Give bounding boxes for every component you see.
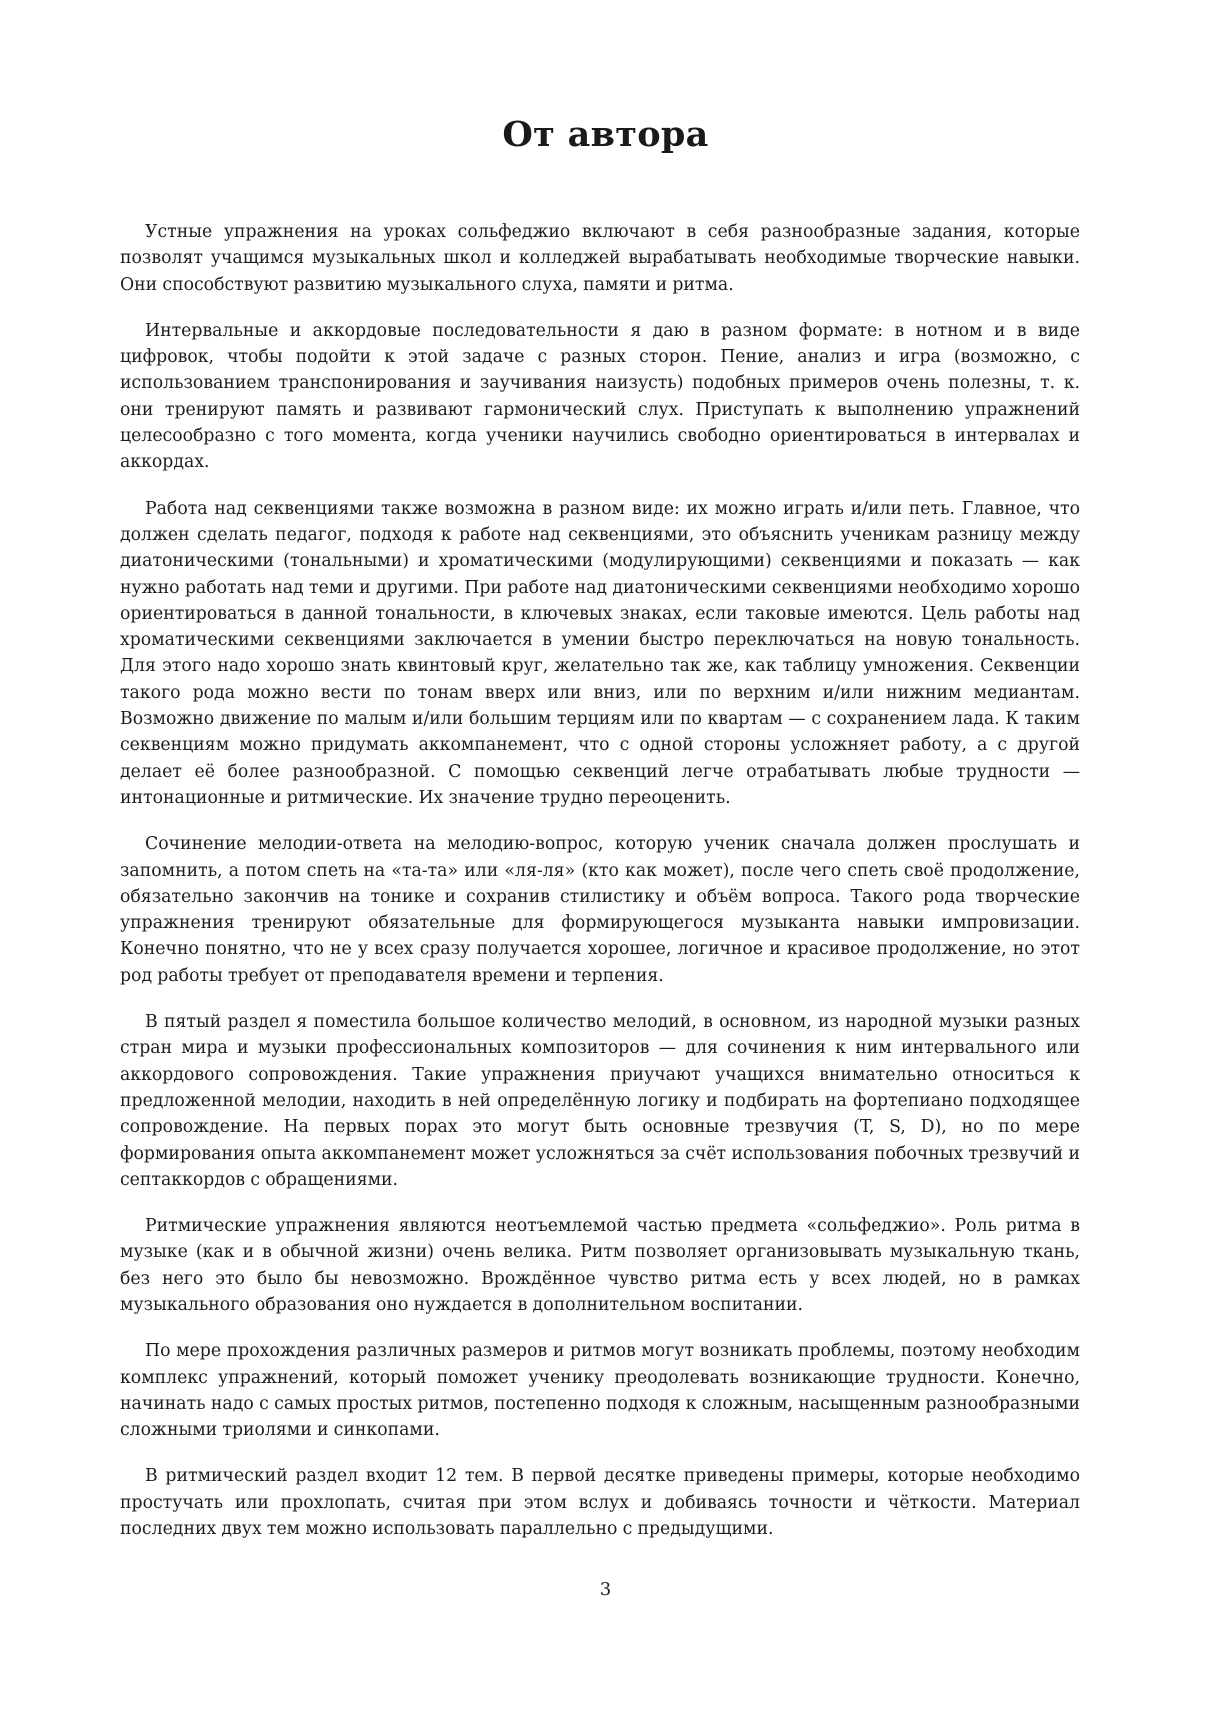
paragraph: Сочинение мелодии-ответа на мелодию-вопрос, которую ученик сначала должен прослушать и запомнить, а потом спеть на «та-та» или «ля-ля» (кто как может), после чего спеть своё продолжение, обязательно закончив на тонике и сохранив стилистику и объём вопроса. Такого рода творческие упражнения тренируют обязательные для формирующегося музыканта навыки импровизации. Конечно понятно, что не у всех сразу получается хорошее, логичное и красивое продолжение, но этот род работы требует от преподавателя времени и терпения. [120,834,1080,986]
paragraph: В ритмический раздел входит 12 тем. В первой десятке приведены примеры, которые необходимо простучать или прохлопать, считая при этом вслух и добиваясь точности и чёткости. Материал последних двух тем можно использовать параллельно с предыдущими. [120,1466,1080,1540]
paragraph: По мере прохождения различных размеров и ритмов могут возникать проблемы, поэтому необходим комплекс упражнений, который поможет ученику преодолевать возникающие трудности. Конечно, начинать надо с самых простых ритмов, постепенно подходя к сложным, насыщенным разнообразными сложными триолями и синкопами. [120,1341,1080,1441]
paragraph: Работа над секвенциями также возможна в разном виде: их можно играть и/или петь. Главное, что должен сделать педагог, подходя к работе над секвенциями, это объяснить ученикам разницу между диатоническими (тональными) и хроматическими (модулирующими) секвенциями и показать — как нужно работать над теми и другими. При работе над диатоническими секвенциями необходимо хорошо ориентироваться в данной тональности, в ключевых знаках, если таковые имеются. Цель работы над хроматическими секвенциями заключается в умении быстро переключаться на новую тональность. Для этого надо хорошо знать квинтовый круг, желательно так же, как таблицу умножения. Секвенции такого рода можно вести по тонам вверх или вниз, или по верхним и/или нижним медиантам. Возможно движение по малым и/или большим терциям или по квартам — с сохранением лада. К таким секвенциям можно придумать аккомпанемент, что с одной стороны усложняет работу, а с другой делает её более разнообразной. С помощью секвенций легче отрабатывать любые трудности — интонационные и ритмические. Их значение трудно переоценить. [120,498,1080,808]
page-number: 3 [599,1579,612,1600]
page-title: От автора [502,114,709,155]
body-text [120,219,1080,1562]
paragraph: Устные упражнения на уроках сольфеджио включают в себя разнообразные задания, которые позволят учащимся музыкальных школ и колледжей вырабатывать необходимые творческие навыки. Они способствуют развитию музыкального слуха, памяти и ритма. [120,222,1080,295]
paragraph: В пятый раздел я поместила большое количество мелодий, в основном, из народной музыки разных стран мира и музыки профессиональных композиторов — для сочинения к ним интервального или аккордового сопровождения. Такие упражнения приучают учащихся внимательно относиться к предложенной мелодии, находить в ней определённую логику и подбирать на фортепиано подходящее сопровождение. На первых порах это могут быть основные трезвучия (T, S, D), но по мере формирования опыта аккомпанемент может усложняться за счёт использования побочных трезвучий и септаккордов с обращениями. [120,1012,1080,1190]
paragraph: Ритмические упражнения являются неотъемлемой частью предмета «сольфеджио». Роль ритма в музыке (как и в обычной жизни) очень велика. Ритм позволяет организовывать музыкальную ткань, без него это было бы невозможно. Врождённое чувство ритма есть у всех людей, но в рамках музыкального образования оно нуждается в дополнительном воспитании. [120,1216,1080,1315]
paragraph: Интервальные и аккордовые последовательности я даю в разном формате: в нотном и в виде цифровок, чтобы подойти к этой задаче с разных сторон. Пение, анализ и игра (возможно, с использованием транспонирования и заучивания наизусть) подобных примеров очень полезны, т. к. они тренируют память и развивают гармонический слух. Приступать к выполнению упражнений целесообразно с того момента, когда ученики научились свободно ориентироваться в интервалах и аккордах. [120,320,1080,473]
